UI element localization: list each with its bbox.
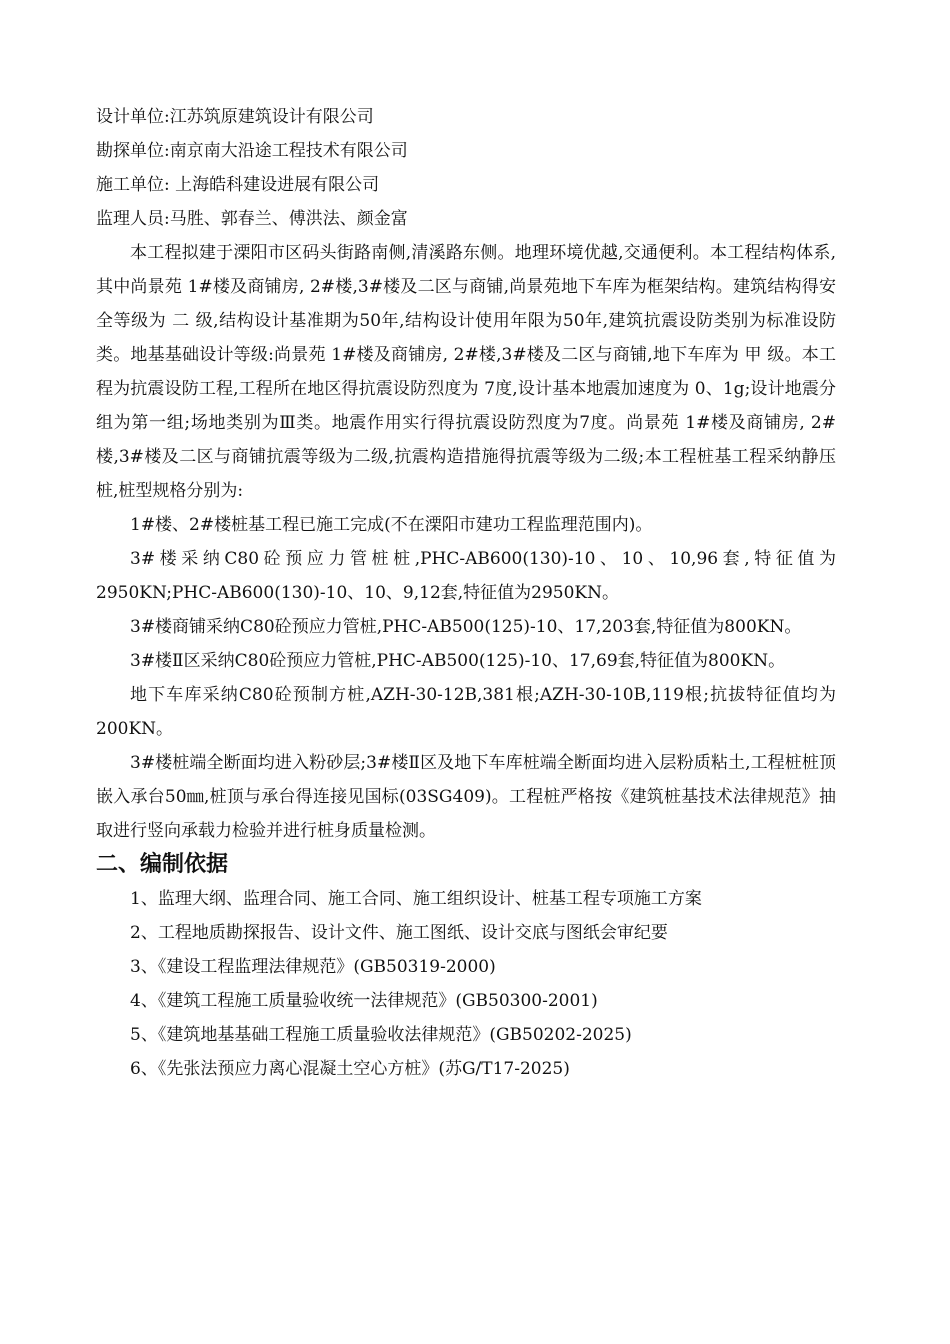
- list-item: 6、《先张法预应力离心混凝土空心方桩》(苏G/T17-2025): [130, 1059, 570, 1079]
- pile-paragraph-5: 地下车库采纳C80砼预制方桩,AZH-30-12B,381根;AZH-30-10B,119根;抗拔特征值均为200KN。: [96, 685, 836, 739]
- supervisors-line: 监理人员:马胜、郭春兰、傅洪法、颜金富: [96, 209, 408, 229]
- pile-paragraph-4: 3#楼Ⅱ区采纳C80砼预应力管桩,PHC-AB500(125)-10、17,69套,特征值为800KN。: [130, 651, 786, 671]
- pile-paragraph-6: 3#楼桩端全断面均进入粉砂层;3#楼Ⅱ区及地下车库桩端全断面均进入层粉质粘土,工程桩桩顶嵌入承台50㎜,桩顶与承台得连接见国标(03SG409)。工程桩严格按《建筑桩基技术法律规范》抽取进行竖向承载力检验并进行桩身质量检测。: [96, 753, 836, 841]
- overview-paragraph: 本工程拟建于溧阳市区码头街路南侧,清溪路东侧。地理环境优越,交通便利。本工程结构体系,其中尚景苑 1#楼及商铺房, 2#楼,3#楼及二区与商铺,尚景苑地下车库为框架结构。建筑结构得安全等级为 二 级,结构设计基准期为50年,结构设计使用年限为50年,建筑抗震设防类别为标准设防类。地基基础设计等级:尚景苑 1#楼及商铺房, 2#楼,3#楼及二区与商铺,地下车库为 甲 级。本工程为抗震设防工程,工程所在地区得抗震设防烈度为 7度,设计基本地震加速度为 0、1g;设计地震分组为第一组;场地类别为Ⅲ类。地震作用实行得抗震设防烈度为7度。尚景苑 1#楼及商铺房, 2#楼,3#楼及二区与商铺抗震等级为二级,抗震构造措施得抗震等级为二级;本工程桩基工程采纳静压桩,桩型规格分别为:: [96, 243, 836, 501]
- pile-paragraph-2: 3#楼采纳C80砼预应力管桩桩,PHC-AB600(130)-10、10、10,96套,特征值为2950KN;PHC-AB600(130)-10、10、9,12套,特征值为2950KN。: [96, 549, 836, 603]
- list-item: 2、工程地质勘探报告、设计文件、施工图纸、设计交底与图纸会审纪要: [130, 923, 668, 943]
- list-item: 4、《建筑工程施工质量验收统一法律规范》(GB50300-2001): [130, 991, 598, 1011]
- list-item: 1、监理大纲、监理合同、施工合同、施工组织设计、桩基工程专项施工方案: [130, 889, 702, 909]
- document-page: [96, 100, 836, 1086]
- section-heading: 二、编制依据: [96, 852, 229, 877]
- construction-unit-line: 施工单位: 上海皓科建设进展有限公司: [96, 175, 380, 195]
- pile-paragraph-3: 3#楼商铺采纳C80砼预应力管桩,PHC-AB500(125)-10、17,203套,特征值为800KN。: [130, 617, 802, 637]
- survey-unit-line: 勘探单位:南京南大沿途工程技术有限公司: [96, 141, 408, 161]
- list-item: 3、《建设工程监理法律规范》(GB50319-2000): [130, 957, 496, 977]
- design-unit-line: 设计单位:江苏筑原建筑设计有限公司: [96, 107, 374, 127]
- list-item: 5、《建筑地基基础工程施工质量验收法律规范》(GB50202-2025): [130, 1025, 632, 1045]
- pile-paragraph-1: 1#楼、2#楼桩基工程已施工完成(不在溧阳市建功工程监理范围内)。: [130, 515, 653, 535]
